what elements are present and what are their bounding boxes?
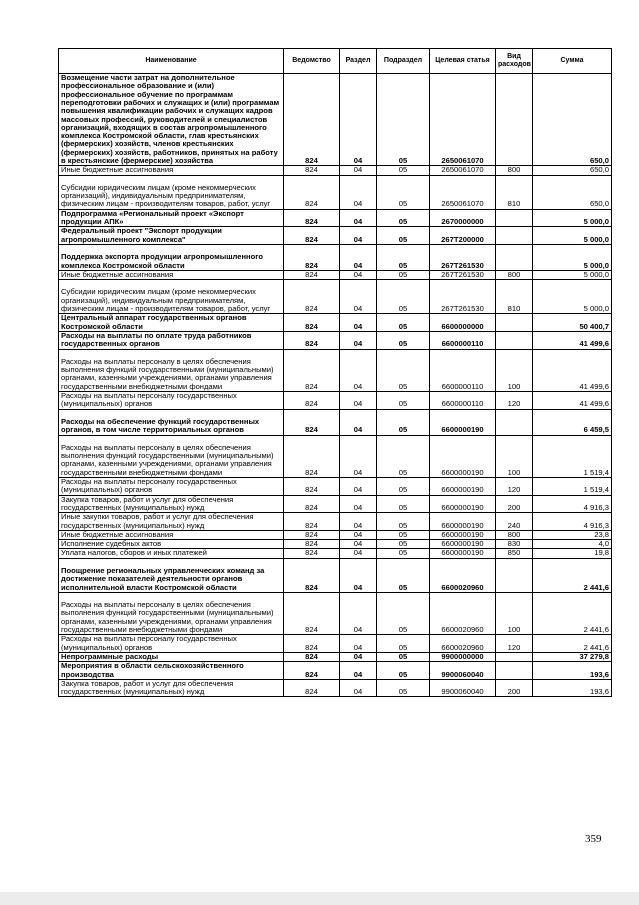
budget-table xyxy=(58,48,612,697)
cell-ved: 824 xyxy=(284,409,340,435)
cell-ved: 824 xyxy=(284,662,340,680)
cell-target: 6600000190 xyxy=(430,435,496,478)
cell-vid xyxy=(496,314,533,332)
cell-ved: 824 xyxy=(284,280,340,314)
cell-razdel: 04 xyxy=(340,314,377,332)
cell-podrazdel: 05 xyxy=(377,592,430,635)
cell-ved: 824 xyxy=(284,392,340,410)
table-row xyxy=(59,270,612,279)
cell-razdel: 04 xyxy=(340,392,377,410)
table-row xyxy=(59,74,612,166)
cell-name: Расходы на выплаты персоналу в целях обеспечения выполнения функций государственными (муниципальными) органами, казенными учреждениями, органами управления государственными внебюджетными фондами xyxy=(59,435,284,478)
cell-target: 6600000000 xyxy=(430,314,496,332)
table-row xyxy=(59,679,612,697)
cell-name: Мероприятия в области сельскохозяйственного производства xyxy=(59,662,284,680)
cell-razdel: 04 xyxy=(340,679,377,697)
cell-vid xyxy=(496,227,533,245)
cell-target: 2650061070 xyxy=(430,74,496,166)
cell-podrazdel: 05 xyxy=(377,349,430,392)
table-row xyxy=(59,549,612,558)
cell-sum: 23,8 xyxy=(533,530,612,539)
table-row xyxy=(59,244,612,270)
cell-ved: 824 xyxy=(284,244,340,270)
cell-podrazdel: 05 xyxy=(377,540,430,549)
page-number: 359 xyxy=(585,833,602,845)
cell-target: 6600000190 xyxy=(430,495,496,513)
table-row xyxy=(59,558,612,592)
cell-razdel: 04 xyxy=(340,540,377,549)
cell-razdel: 04 xyxy=(340,652,377,661)
cell-ved: 824 xyxy=(284,549,340,558)
table-row xyxy=(59,314,612,332)
cell-vid: 830 xyxy=(496,540,533,549)
cell-razdel: 04 xyxy=(340,478,377,496)
cell-podrazdel: 05 xyxy=(377,409,430,435)
cell-vid xyxy=(496,244,533,270)
cell-vid xyxy=(496,662,533,680)
cell-vid: 120 xyxy=(496,392,533,410)
cell-ved: 824 xyxy=(284,652,340,661)
cell-sum: 650,0 xyxy=(533,166,612,175)
cell-podrazdel: 05 xyxy=(377,74,430,166)
cell-target: 6600000190 xyxy=(430,409,496,435)
cell-razdel: 04 xyxy=(340,349,377,392)
cell-vid xyxy=(496,209,533,227)
cell-target: 6600000110 xyxy=(430,392,496,410)
cell-ved: 824 xyxy=(284,513,340,531)
cell-ved: 824 xyxy=(284,166,340,175)
header-name: Наименование xyxy=(59,49,284,74)
cell-name: Иные бюджетные ассигнования xyxy=(59,166,284,175)
cell-ved: 824 xyxy=(284,478,340,496)
cell-target: 2650061070 xyxy=(430,175,496,209)
cell-name: Субсидии юридическим лицам (кроме некоммерческих организаций), индивидуальным предпринимателям, физическим лицам - производителям товаров, работ, услуг xyxy=(59,280,284,314)
cell-target: 6600020960 xyxy=(430,635,496,653)
cell-vid xyxy=(496,331,533,349)
cell-sum: 2 441,6 xyxy=(533,592,612,635)
cell-podrazdel: 05 xyxy=(377,435,430,478)
cell-vid: 810 xyxy=(496,280,533,314)
cell-sum: 1 519,4 xyxy=(533,478,612,496)
cell-name: Поддержка экспорта продукции агропромышленного комплекса Костромской области xyxy=(59,244,284,270)
cell-podrazdel: 05 xyxy=(377,635,430,653)
cell-vid: 100 xyxy=(496,349,533,392)
cell-podrazdel: 05 xyxy=(377,392,430,410)
cell-ved: 824 xyxy=(284,679,340,697)
cell-target: 2670000000 xyxy=(430,209,496,227)
cell-podrazdel: 05 xyxy=(377,558,430,592)
cell-podrazdel: 05 xyxy=(377,270,430,279)
header-razdel: Раздел xyxy=(340,49,377,74)
cell-target: 267T200000 xyxy=(430,227,496,245)
cell-podrazdel: 05 xyxy=(377,652,430,661)
cell-sum: 650,0 xyxy=(533,74,612,166)
cell-podrazdel: 05 xyxy=(377,679,430,697)
cell-sum: 2 441,6 xyxy=(533,635,612,653)
cell-podrazdel: 05 xyxy=(377,209,430,227)
cell-vid xyxy=(496,74,533,166)
cell-razdel: 04 xyxy=(340,549,377,558)
cell-razdel: 04 xyxy=(340,558,377,592)
cell-podrazdel: 05 xyxy=(377,331,430,349)
bottom-scan-band xyxy=(0,892,639,905)
cell-sum: 1 519,4 xyxy=(533,435,612,478)
cell-podrazdel: 05 xyxy=(377,280,430,314)
cell-vid: 200 xyxy=(496,495,533,513)
cell-target: 6600000190 xyxy=(430,513,496,531)
cell-razdel: 04 xyxy=(340,270,377,279)
cell-vid: 120 xyxy=(496,478,533,496)
cell-ved: 824 xyxy=(284,314,340,332)
table-row xyxy=(59,662,612,680)
cell-vid: 120 xyxy=(496,635,533,653)
table-row xyxy=(59,175,612,209)
cell-sum: 193,6 xyxy=(533,662,612,680)
cell-sum: 41 499,6 xyxy=(533,331,612,349)
table-row xyxy=(59,635,612,653)
header-target: Целевая статья xyxy=(430,49,496,74)
cell-razdel: 04 xyxy=(340,166,377,175)
table-row xyxy=(59,331,612,349)
cell-target: 9900060040 xyxy=(430,679,496,697)
cell-name: Уплата налогов, сборов и иных платежей xyxy=(59,549,284,558)
cell-name: Расходы на выплаты персоналу в целях обеспечения выполнения функций государственными (муниципальными) органами, казенными учреждениями, органами управления государственными внебюджетными фондами xyxy=(59,592,284,635)
cell-name: Подпрограмма «Региональный проект «Экспорт продукции АПК» xyxy=(59,209,284,227)
cell-podrazdel: 05 xyxy=(377,175,430,209)
cell-ved: 824 xyxy=(284,540,340,549)
cell-sum: 37 279,8 xyxy=(533,652,612,661)
cell-ved: 824 xyxy=(284,270,340,279)
cell-vid: 100 xyxy=(496,592,533,635)
cell-name: Закупка товаров, работ и услуг для обеспечения государственных (муниципальных) нужд xyxy=(59,495,284,513)
cell-vid: 800 xyxy=(496,166,533,175)
cell-razdel: 04 xyxy=(340,209,377,227)
cell-sum: 2 441,6 xyxy=(533,558,612,592)
cell-sum: 4,0 xyxy=(533,540,612,549)
cell-ved: 824 xyxy=(284,558,340,592)
cell-sum: 6 459,5 xyxy=(533,409,612,435)
cell-vid xyxy=(496,558,533,592)
budget-table-container xyxy=(58,48,611,697)
cell-sum: 50 400,7 xyxy=(533,314,612,332)
table-row xyxy=(59,227,612,245)
cell-ved: 824 xyxy=(284,530,340,539)
header-sum: Сумма xyxy=(533,49,612,74)
table-body xyxy=(59,74,612,697)
cell-vid: 240 xyxy=(496,513,533,531)
cell-ved: 824 xyxy=(284,495,340,513)
cell-podrazdel: 05 xyxy=(377,478,430,496)
cell-sum: 41 499,6 xyxy=(533,349,612,392)
table-row xyxy=(59,209,612,227)
cell-name: Иные бюджетные ассигнования xyxy=(59,530,284,539)
header-podrazdel: Подраздел xyxy=(377,49,430,74)
cell-podrazdel: 05 xyxy=(377,244,430,270)
cell-vid: 810 xyxy=(496,175,533,209)
table-row xyxy=(59,495,612,513)
cell-razdel: 04 xyxy=(340,495,377,513)
cell-vid: 100 xyxy=(496,435,533,478)
cell-name: Центральный аппарат государственных органов Костромской области xyxy=(59,314,284,332)
cell-sum: 4 916,3 xyxy=(533,495,612,513)
cell-vid: 200 xyxy=(496,679,533,697)
cell-razdel: 04 xyxy=(340,530,377,539)
cell-target: 9900000000 xyxy=(430,652,496,661)
cell-razdel: 04 xyxy=(340,244,377,270)
cell-sum: 193,6 xyxy=(533,679,612,697)
cell-razdel: 04 xyxy=(340,280,377,314)
cell-ved: 824 xyxy=(284,435,340,478)
header-vid: Вид расходов xyxy=(496,49,533,74)
cell-razdel: 04 xyxy=(340,74,377,166)
cell-name: Закупка товаров, работ и услуг для обеспечения государственных (муниципальных) нужд xyxy=(59,679,284,697)
cell-target: 2650061070 xyxy=(430,166,496,175)
table-row xyxy=(59,592,612,635)
header-ved: Ведомство xyxy=(284,49,340,74)
cell-name: Непрограммные расходы xyxy=(59,652,284,661)
cell-name: Иные бюджетные ассигнования xyxy=(59,270,284,279)
cell-ved: 824 xyxy=(284,635,340,653)
cell-name: Поощрение региональных управленческих команд за достижение показателей деятельности органов исполнительной власти Костромской области xyxy=(59,558,284,592)
cell-target: 6600000190 xyxy=(430,530,496,539)
table-row xyxy=(59,280,612,314)
cell-name: Расходы на выплаты по оплате труда работников государственных органов xyxy=(59,331,284,349)
table-row xyxy=(59,513,612,531)
cell-podrazdel: 05 xyxy=(377,530,430,539)
cell-sum: 5 000,0 xyxy=(533,280,612,314)
cell-name: Возмещение части затрат на дополнительное профессиональное образование и (или) профессиональное обучение по программам переподготовки рабочих и служащих и (или) программам повышения квалификации рабочих и служащих кадров массовых профессий, руководителей и специалистов организаций, входящих в состав агропромышленного комплекса Костромской области, глав крестьянских (фермерских) хозяйств, членов крестьянских (фермерских) хозяйств, работников, принятых на работу в крестьянские (фермерские) хозяйства xyxy=(59,74,284,166)
cell-podrazdel: 05 xyxy=(377,513,430,531)
cell-sum: 5 000,0 xyxy=(533,209,612,227)
cell-ved: 824 xyxy=(284,227,340,245)
cell-razdel: 04 xyxy=(340,227,377,245)
cell-target: 6600020960 xyxy=(430,558,496,592)
cell-sum: 650,0 xyxy=(533,175,612,209)
cell-target: 267T261530 xyxy=(430,280,496,314)
cell-ved: 824 xyxy=(284,331,340,349)
cell-name: Расходы на обеспечение функций государственных органов, в том числе территориальных органов xyxy=(59,409,284,435)
table-header-row xyxy=(59,49,612,74)
cell-ved: 824 xyxy=(284,209,340,227)
table-row xyxy=(59,349,612,392)
cell-ved: 824 xyxy=(284,175,340,209)
cell-sum: 5 000,0 xyxy=(533,227,612,245)
table-row xyxy=(59,409,612,435)
cell-target: 6600000190 xyxy=(430,540,496,549)
cell-sum: 5 000,0 xyxy=(533,244,612,270)
cell-target: 6600000110 xyxy=(430,349,496,392)
cell-podrazdel: 05 xyxy=(377,662,430,680)
cell-target: 6600000190 xyxy=(430,478,496,496)
cell-name: Расходы на выплаты персоналу в целях обеспечения выполнения функций государственными (муниципальными) органами, казенными учреждениями, органами управления государственными внебюджетными фондами xyxy=(59,349,284,392)
cell-name: Субсидии юридическим лицам (кроме некоммерческих организаций), индивидуальным предпринимателям, физическим лицам - производителям товаров, работ, услуг xyxy=(59,175,284,209)
cell-name: Расходы на выплаты персоналу государственных (муниципальных) органов xyxy=(59,392,284,410)
cell-ved: 824 xyxy=(284,74,340,166)
cell-razdel: 04 xyxy=(340,331,377,349)
cell-razdel: 04 xyxy=(340,513,377,531)
cell-sum: 4 916,3 xyxy=(533,513,612,531)
cell-podrazdel: 05 xyxy=(377,227,430,245)
cell-sum: 5 000,0 xyxy=(533,270,612,279)
cell-razdel: 04 xyxy=(340,175,377,209)
cell-vid xyxy=(496,652,533,661)
cell-ved: 824 xyxy=(284,592,340,635)
cell-target: 9900060040 xyxy=(430,662,496,680)
table-row xyxy=(59,166,612,175)
cell-podrazdel: 05 xyxy=(377,166,430,175)
cell-target: 267T261530 xyxy=(430,244,496,270)
cell-name: Расходы на выплаты персоналу государственных (муниципальных) органов xyxy=(59,635,284,653)
cell-target: 267T261530 xyxy=(430,270,496,279)
cell-target: 6600000190 xyxy=(430,549,496,558)
cell-target: 6600020960 xyxy=(430,592,496,635)
cell-ved: 824 xyxy=(284,349,340,392)
cell-razdel: 04 xyxy=(340,409,377,435)
cell-vid: 850 xyxy=(496,549,533,558)
cell-razdel: 04 xyxy=(340,435,377,478)
cell-sum: 41 499,6 xyxy=(533,392,612,410)
cell-sum: 19,8 xyxy=(533,549,612,558)
cell-razdel: 04 xyxy=(340,592,377,635)
cell-vid xyxy=(496,409,533,435)
cell-name: Исполнение судебных актов xyxy=(59,540,284,549)
cell-name: Иные закупки товаров, работ и услуг для обеспечения государственных (муниципальных) нужд xyxy=(59,513,284,531)
cell-razdel: 04 xyxy=(340,662,377,680)
cell-vid: 800 xyxy=(496,270,533,279)
table-row xyxy=(59,392,612,410)
table-row xyxy=(59,435,612,478)
cell-podrazdel: 05 xyxy=(377,314,430,332)
cell-name: Расходы на выплаты персоналу государственных (муниципальных) органов xyxy=(59,478,284,496)
cell-target: 6600000110 xyxy=(430,331,496,349)
cell-razdel: 04 xyxy=(340,635,377,653)
table-row xyxy=(59,478,612,496)
cell-name: Федеральный проект "Экспорт продукции агропромышленного комплекса" xyxy=(59,227,284,245)
cell-podrazdel: 05 xyxy=(377,495,430,513)
cell-vid: 800 xyxy=(496,530,533,539)
cell-podrazdel: 05 xyxy=(377,549,430,558)
